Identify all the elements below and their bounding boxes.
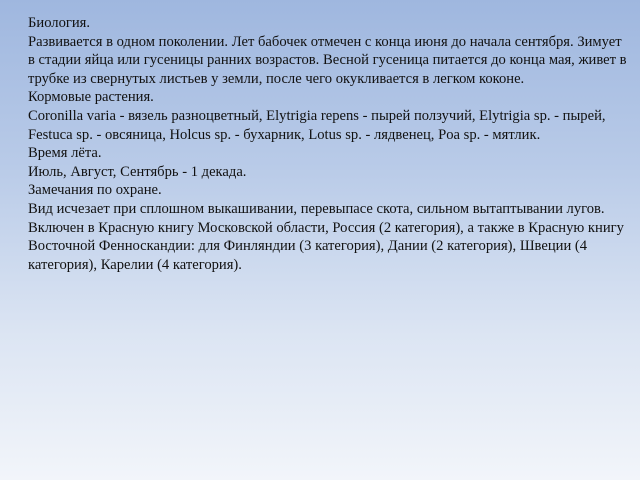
paragraph-flight-time: Июль, Август, Сентябрь - 1 декада. <box>28 163 247 180</box>
heading-biology: Биология. <box>28 15 91 31</box>
paragraph-conservation-notes: Вид исчезает при сплошном выкашивании, перевыпасе скота, сильном вытаптывании лугов. Включен в Красную книгу Московской области, Россия (2 категория), а также в Красную книгу Восточной Фенноскандии: для Финляндии (3 категория), Дании (2 категория), Швеции (4 категория), Карелии (4 категория). <box>28 200 624 273</box>
heading-conservation-notes: Замечания по охране. <box>28 182 162 199</box>
paragraph-biology: Развивается в одном поколении. Лет бабочек отмечен с конца июня до начала сентября. Зимует в стадии яйца или гусеницы ранних возрастов. Весной гусеница питается до конца мая, живет в трубке из свернутых листьев у земли, после чего окукливается в легком коконе. <box>28 33 627 87</box>
paragraph-food-plants: Coronilla varia - вязель разноцветный, Elytrigia repens - пырей ползучий, Elytrigia sp. - пырей, Festuca sp. - овсяница, Holcus sp. - бухарник, Lotus sp. - лядвенец, Poa sp. - мятлик. <box>28 107 606 143</box>
heading-food-plants: Кормовые растения. <box>28 89 154 106</box>
document-body <box>28 14 628 274</box>
heading-flight-time: Время лёта. <box>28 145 102 162</box>
